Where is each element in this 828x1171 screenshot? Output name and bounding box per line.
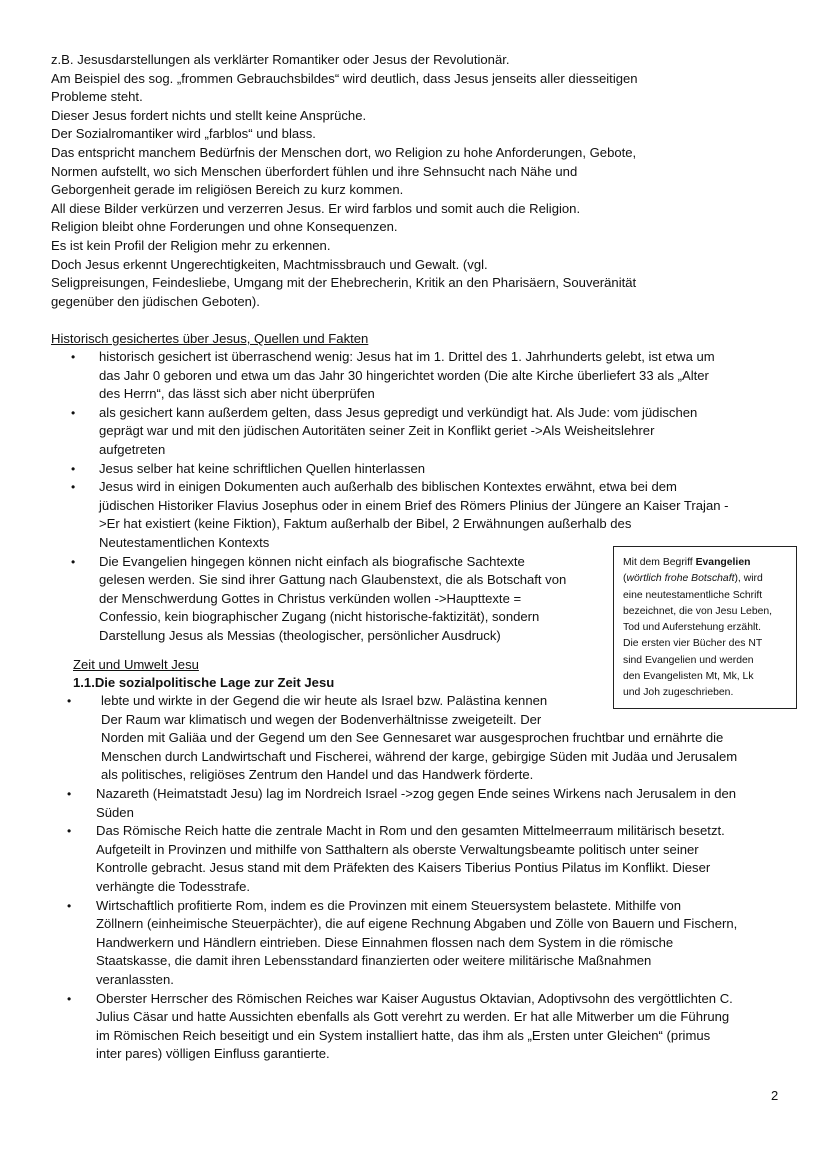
bullet-icon: • bbox=[67, 824, 72, 839]
text-line: z.B. Jesusdarstellungen als verklärter Romantiker oder Jesus der Revolutionär. bbox=[51, 52, 510, 67]
text-line: eine neutestamentliche Schrift bbox=[623, 589, 763, 601]
bullet-icon: • bbox=[67, 898, 72, 913]
evangelien-definition-box bbox=[613, 546, 797, 709]
text-line: Staatskasse, die damit ihren Lebensstandard finanzierten oder weitere militärische Maßnahmen bbox=[96, 953, 652, 969]
text-line: Der Sozialromantiker wird „farblos“ und blass. bbox=[51, 126, 316, 142]
text-line: historisch gesichert ist überraschend wenig: Jesus hat im 1. Drittel des 1. Jahrhunderts gelebt, ist etwa um bbox=[99, 349, 715, 364]
text-line: Am Beispiel des sog. „frommen Gebrauchsbildes“ wird deutlich, dass Jesus jenseits aller diesseitigen bbox=[51, 70, 638, 86]
text-line: Kontrolle gebracht. Jesus stand mit dem Präfekten des Kaisers Tiberius Pontius Pilatus im Konflikt. Dieser bbox=[96, 860, 711, 876]
text-line: Wirtschaftlich profitierte Rom, indem es die Provinzen mit einem Steuersystem belastete. Mithilfe von bbox=[96, 897, 682, 913]
text-line: geprägt war und mit den jüdischen Autoritäten seiner Zeit in Konflikt geriet ->Als Weisheitslehrer bbox=[99, 423, 655, 439]
text-line: Confessio, kein biographischer Zugang (nicht historische-faktizität), sondern bbox=[99, 609, 540, 625]
box-paren: ( bbox=[623, 573, 627, 585]
text-line: Probleme steht. bbox=[51, 89, 143, 105]
bullet-icon: • bbox=[67, 991, 72, 1006]
list-item bbox=[51, 990, 781, 1064]
box-term: Evangelien bbox=[695, 557, 751, 568]
bullet-icon: • bbox=[67, 694, 72, 708]
subsection-heading: 1.1.Die sozialpolitische Lage zur Zeit Jesu bbox=[73, 675, 335, 690]
text-line: Dieser Jesus fordert nichts und stellt keine Ansprüche. bbox=[51, 107, 367, 123]
bullet-icon: • bbox=[71, 554, 76, 569]
text-line: Darstellung Jesus als Messias (theologischer, persönlicher Ausdruck) bbox=[99, 627, 501, 643]
text-line: Geborgenheit gerade im religiösen Bereich zu kurz kommen. bbox=[51, 182, 404, 198]
text-line: Der Raum war klimatisch und wegen der Bodenverhältnisse zweigeteilt. Der bbox=[101, 711, 542, 727]
list-item bbox=[51, 785, 781, 822]
text-line: den Evangelisten Mt, Mk, Lk bbox=[623, 671, 754, 683]
text-line: Die ersten vier Bücher des NT bbox=[623, 638, 763, 650]
text-line: gelesen werden. Sie sind ihrer Gattung nach Glaubenstext, die als Botschaft von bbox=[99, 572, 567, 588]
text-line: bezeichnet, die von Jesu Leben, bbox=[623, 605, 773, 617]
list-item bbox=[51, 822, 781, 896]
text-line: das Jahr 0 geboren und etwa um das Jahr 30 hingerichtet worden (Die alte Kirche überliefert 33 als „Alter bbox=[99, 367, 709, 383]
text-line: Das entspricht manchem Bedürfnis der Menschen dort, wo Religion zu hohe Anforderungen, Gebote, bbox=[51, 144, 637, 160]
text-line: im Römischen Reich beseitigt und ein System installiert hatte, das ihm als „Ersten unter Gleichen“ (primus bbox=[96, 1027, 711, 1043]
text-line: veranlassten. bbox=[96, 971, 174, 987]
bullet-icon: • bbox=[67, 786, 72, 801]
text-line: sind Evangelien und werden bbox=[623, 654, 754, 666]
text-line: aufgetreten bbox=[99, 441, 166, 457]
text-line: des Herrn“, das lässt sich aber nicht überprüfen bbox=[99, 386, 375, 402]
page-number: 2 bbox=[771, 1088, 779, 1103]
text-line: Süden bbox=[96, 804, 134, 820]
text-line: Es ist kein Profil der Religion mehr zu erkennen. bbox=[51, 237, 331, 253]
list-item bbox=[51, 460, 781, 479]
text-line: Julius Cäsar und hatte Aussichten ebenfalls als Gott verehrt zu werden. Er hat alle Mitwerber um die Führung bbox=[96, 1009, 730, 1025]
text-line: als gesichert kann außerdem gelten, dass Jesus gepredigt und verkündigt hat. Als Jude: vom jüdischen bbox=[99, 404, 698, 420]
political-situation-list bbox=[51, 692, 781, 1064]
text-line: Jesus selber hat keine schriftlichen Quellen hinterlassen bbox=[99, 460, 426, 476]
text-line: Norden mit Galiäa und der Gegend um den See Gennesaret war ausgesprochen fruchtbar und ernährte die bbox=[101, 730, 724, 746]
section-heading-zeit-umwelt: Zeit und Umwelt Jesu bbox=[73, 657, 199, 672]
text-line: Doch Jesus erkennt Ungerechtigkeiten, Machtmissbrauch und Gewalt. (vgl. bbox=[51, 256, 488, 272]
text-line: Normen aufstellt, wo sich Menschen überfordert fühlen und ihre Sehnsucht nach Nähe und bbox=[51, 163, 578, 179]
text-line: Nazareth (Heimatstadt Jesu) lag im Nordreich Israel ->zog gegen Ende seines Wirkens nach Jerusalem in den bbox=[96, 785, 737, 801]
text-line: als politisches, religiöses Zentrum den Handel und das Handwerk förderte. bbox=[101, 767, 534, 783]
bullet-icon: • bbox=[71, 350, 76, 364]
box-prefix: Mit dem Begriff bbox=[623, 557, 696, 568]
section-heading-historical: Historisch gesichertes über Jesus, Quellen und Fakten bbox=[51, 331, 369, 346]
text-line: Tod und Auferstehung erzählt. bbox=[623, 622, 762, 634]
text-line: und Joh zugeschrieben. bbox=[623, 687, 734, 699]
text-line: Aufgeteilt in Provinzen und mithilfe von Satthaltern als oberste Verwaltungsbeamte politisch unter seiner bbox=[96, 841, 699, 857]
text-line: Zöllnern (einheimische Steuerpächter), die auf eigene Rechnung Abgaben und Zölle von Bauern und Fischern, bbox=[96, 916, 738, 932]
text-line: der Menschwerdung Gottes in Christus verkünden wollen ->Haupttexte = bbox=[99, 590, 522, 606]
box-rest: ), wird bbox=[734, 573, 763, 585]
text-line: inter pares) völligen Einfluss garantierte. bbox=[96, 1046, 330, 1062]
list-item bbox=[51, 478, 781, 552]
list-item bbox=[51, 404, 781, 460]
list-item bbox=[51, 553, 629, 646]
text-line: Die Evangelien hingegen können nicht einfach als biografische Sachtexte bbox=[99, 553, 525, 569]
text-line: Handwerkern und Händlern eintrieben. Diese Einnahmen flossen nach dem System in die römische bbox=[96, 934, 674, 950]
text-line: gegenüber den jüdischen Geboten). bbox=[51, 293, 260, 309]
text-line: jüdischen Historiker Flavius Josephus oder in einem Brief des Römers Plinius der Jüngere an Kaiser Trajan - bbox=[99, 497, 729, 513]
text-line: verhängte die Todesstrafe. bbox=[96, 878, 251, 894]
text-line bbox=[623, 555, 788, 571]
text-line: Religion bleibt ohne Forderungen und ohne Konsequenzen. bbox=[51, 219, 398, 235]
text-line: lebte und wirkte in der Gegend die wir heute als Israel bzw. Palästina kennen bbox=[101, 693, 548, 708]
text-line: Oberster Herrscher des Römischen Reiches war Kaiser Augustus Oktavian, Adoptivsohn des vergöttlichten C. bbox=[96, 990, 733, 1006]
bullet-icon: • bbox=[71, 461, 76, 476]
bullet-icon: • bbox=[71, 405, 76, 420]
text-line: Menschen durch Landwirtschaft und Fischerei, während der karge, gebirgige Süden mit Judäa und Jerusalem bbox=[101, 748, 738, 764]
text-line: Das Römische Reich hatte die zentrale Macht in Rom und den gesamten Mittelmeerraum militärisch besetzt. bbox=[96, 823, 725, 839]
text-line: Seligpreisungen, Feindesliebe, Umgang mit der Ehebrecherin, Kritik an den Pharisäern, Souveränität bbox=[51, 275, 637, 291]
text-line: Neutestamentlichen Kontexts bbox=[99, 534, 270, 550]
list-item bbox=[51, 348, 781, 404]
text-line: Jesus wird in einigen Dokumenten auch außerhalb des biblischen Kontextes erwähnt, etwa bei dem bbox=[99, 479, 677, 495]
box-italic: wörtlich frohe Botschaft bbox=[626, 573, 735, 585]
text-line: >Er hat existiert (keine Fiktion), Faktum außerhalb der Bibel, 2 Erwähnungen außerhalb des bbox=[99, 516, 632, 532]
text-line bbox=[623, 571, 788, 587]
text-line: All diese Bilder verkürzen und verzerren Jesus. Er wird farblos und somit auch die Religion. bbox=[51, 200, 581, 216]
intro-paragraph bbox=[51, 51, 701, 311]
bullet-icon: • bbox=[71, 480, 76, 495]
list-item bbox=[51, 897, 781, 990]
